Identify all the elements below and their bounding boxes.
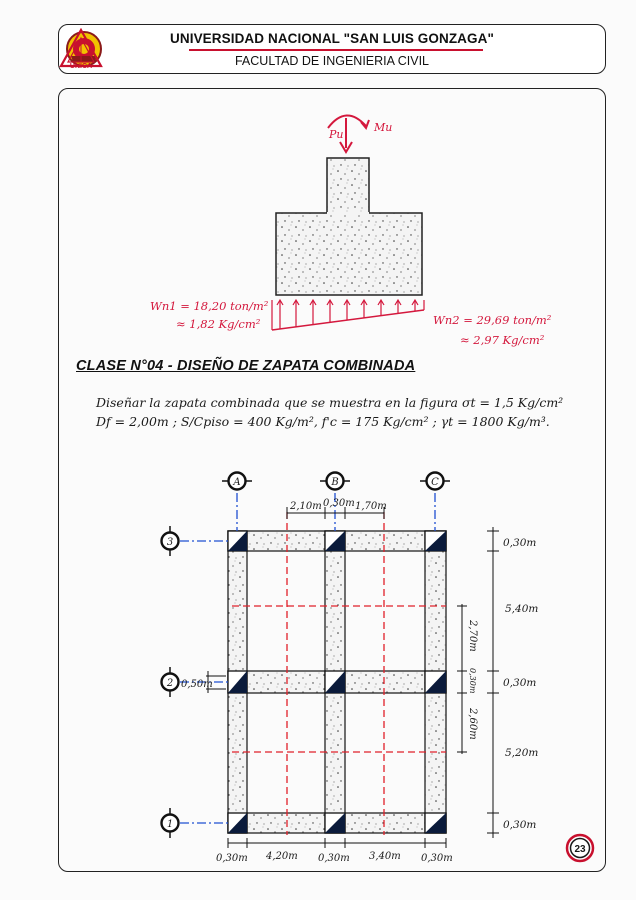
wn2-value: Wn2 = 29,69 ton/m² xyxy=(433,313,552,327)
top-dim-3: 1,70m xyxy=(355,501,387,512)
axis-bubble-a xyxy=(222,473,252,490)
column-a2 xyxy=(228,671,247,693)
inner-dim-1: 2,70m xyxy=(467,620,478,652)
svg-text:2: 2 xyxy=(166,678,174,689)
right-dim-1: 0,30m xyxy=(503,537,537,549)
footing-elevation-sketch xyxy=(150,115,552,347)
right-dim-5: 0,30m xyxy=(503,819,537,831)
right-dim-4: 5,20m xyxy=(505,747,539,759)
inner-dim-2: 0,30m xyxy=(468,668,477,694)
faculty-logo-text: UNICA xyxy=(69,63,93,70)
column-b1 xyxy=(325,813,345,833)
svg-text:B: B xyxy=(331,477,339,488)
svg-text:3: 3 xyxy=(166,537,174,548)
mu-label: Mu xyxy=(374,121,393,134)
foundation-plan xyxy=(162,473,539,865)
right-dimension-line xyxy=(487,527,499,838)
wn1-converted: ≈ 1,82 Kg/cm² xyxy=(176,317,261,331)
page-number: 23 xyxy=(574,844,586,855)
column-b2 xyxy=(325,671,345,693)
top-dim-2: 0,30m xyxy=(323,498,355,509)
axis-bubble-2 xyxy=(162,667,179,697)
statement-line-2: Df = 2,00m ; S/Cpiso = 400 Kg/m², f'c = 175 Kg/cm² ; γt = 1800 Kg/m³. xyxy=(96,414,550,429)
column-stem xyxy=(327,158,369,214)
right-dim-2: 5,40m xyxy=(505,603,539,615)
axis-bubbles-top xyxy=(222,473,450,490)
bottom-dim-1: 0,30m xyxy=(216,853,248,864)
right-dim-3: 0,30m xyxy=(503,677,537,689)
top-dim-1: 2,10m xyxy=(290,501,322,512)
university-name: UNIVERSIDAD NACIONAL "SAN LUIS GONZAGA" xyxy=(170,31,494,46)
column-c3 xyxy=(425,531,446,551)
pressure-arrows xyxy=(277,300,418,329)
svg-text:1: 1 xyxy=(166,819,174,830)
bottom-dim-3: 0,30m xyxy=(318,853,350,864)
footing-base xyxy=(276,213,422,295)
axis-bubble-b xyxy=(320,473,350,490)
axis-bubbles-left xyxy=(162,526,179,838)
bottom-dim-4: 3,40m xyxy=(369,851,401,862)
axis-bubble-1 xyxy=(162,808,179,838)
axis-bubble-c xyxy=(420,473,450,490)
svg-text:C: C xyxy=(431,477,439,488)
column-c2 xyxy=(425,671,446,693)
axis-bubble-3 xyxy=(162,526,179,556)
page-number-badge xyxy=(565,833,595,863)
statement-line-1: Diseñar la zapata combinada que se muestra en la figura σt = 1,5 Kg/cm² xyxy=(96,395,564,410)
svg-text:A: A xyxy=(233,477,241,488)
inner-vertical-dimension-line xyxy=(457,604,467,754)
column-a1 xyxy=(228,813,247,833)
column-a3 xyxy=(228,531,247,551)
bottom-dimension-line xyxy=(228,838,446,848)
column-c1 xyxy=(425,813,446,833)
wn2-converted: ≈ 2,97 Kg/cm² xyxy=(460,333,545,347)
left-small-dim: 0,50m xyxy=(181,679,213,690)
bottom-dim-5: 0,30m xyxy=(421,853,453,864)
bottom-dim-2: 4,20m xyxy=(266,851,298,862)
pressure-line xyxy=(272,310,424,330)
column-b3 xyxy=(325,531,345,551)
pu-label: Pu xyxy=(329,128,344,141)
wn1-value: Wn1 = 18,20 ton/m² xyxy=(150,299,269,313)
inner-dim-3: 2,60m xyxy=(467,708,478,740)
class-title: CLASE N°04 - DISEÑO DE ZAPATA COMBINADA xyxy=(76,358,416,374)
faculty-name: FACULTAD DE INGENIERIA CIVIL xyxy=(234,54,430,68)
